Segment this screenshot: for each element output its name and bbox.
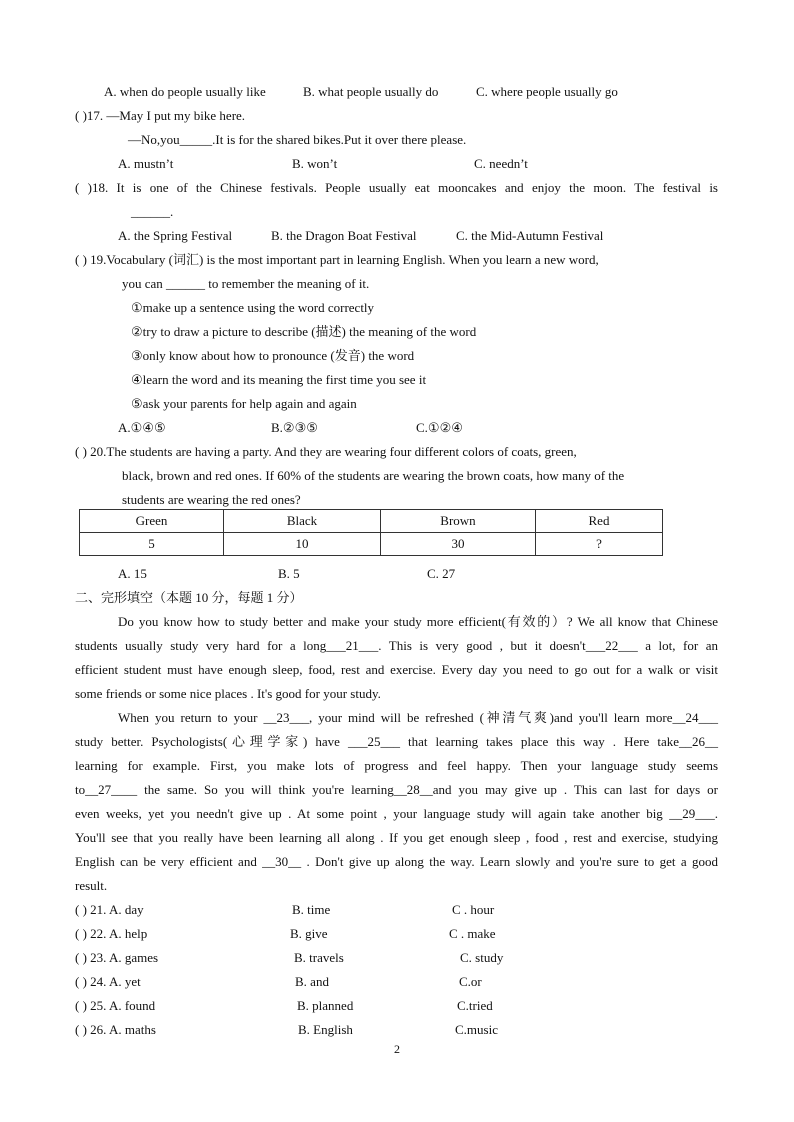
passage-line: efficient student must have enough sleep, food, rest and exercise. Every day you need to go out for a walk or visit xyxy=(75,662,718,677)
q18-option-a: A. the Spring Festival xyxy=(118,228,233,243)
q17-line2: —No,you_____.It is for the shared bikes.Put it over there please. xyxy=(128,132,467,147)
table-header-row xyxy=(80,510,663,533)
passage-line: to__27____ the same. So you will think you're learning__28__and you may give up . This can last for days or xyxy=(75,782,718,797)
cloze-q23-option-c: C. study xyxy=(460,950,504,965)
q20-option-b: B. 5 xyxy=(278,566,300,581)
passage-line: When you return to your __23___, your mind will be refreshed (神清气爽)and you'll learn more__24___ xyxy=(118,710,718,725)
cloze-q21-stem: ( ) 21. A. day xyxy=(75,902,144,917)
cloze-q24-stem: ( ) 24. A. yet xyxy=(75,974,141,989)
cloze-q25-stem: ( ) 25. A. found xyxy=(75,998,156,1013)
cloze-q24-option-c: C.or xyxy=(459,974,482,989)
cloze-q26-option-c: C.music xyxy=(455,1022,498,1037)
q17-option-a: A. mustn’t xyxy=(118,156,174,171)
table-row xyxy=(80,533,663,556)
passage-line: study better. Psychologists(心理学家) have ___25___ that learning takes place this way . Here take__26__ xyxy=(75,734,718,749)
q19-item: ②try to draw a picture to describe (描述) the meaning of the word xyxy=(131,324,477,339)
passage-line: Do you know how to study better and make your study more efficient(有效的）? We all know that Chinese xyxy=(118,614,718,629)
q20-stem: ( ) 20.The students are having a party. And they are wearing four different colors of coats, green, xyxy=(75,444,577,459)
table-header-cell: Black xyxy=(224,510,381,533)
q17-stem: ( )17. —May I put my bike here. xyxy=(75,108,246,123)
cloze-q24-option-b: B. and xyxy=(295,974,329,989)
q18-blank: ______. xyxy=(131,204,174,219)
q20-line2: black, brown and red ones. If 60% of the students are wearing the brown coats, how many of the xyxy=(122,468,625,483)
table-header-cell: Brown xyxy=(381,510,536,533)
table-cell: ? xyxy=(536,533,663,556)
q18-stem: ( )18. It is one of the Chinese festivals. People usually eat mooncakes and enjoy the moon. The festival is xyxy=(75,180,718,195)
cloze-q25-option-c: C.tried xyxy=(457,998,493,1013)
q20-color-table xyxy=(79,509,663,556)
q19-item: ③only know about how to pronounce (发音) the word xyxy=(131,348,415,363)
q19-option-c: C.①②④ xyxy=(416,420,463,435)
page-number: 2 xyxy=(394,1042,400,1056)
cloze-q23-option-b: B. travels xyxy=(294,950,344,965)
cloze-q25-option-b: B. planned xyxy=(297,998,354,1013)
cloze-q21-option-c: C . hour xyxy=(452,902,495,917)
table-cell: 10 xyxy=(224,533,381,556)
q19-option-a: A.①④⑤ xyxy=(118,420,166,435)
q19-stem: ( ) 19.Vocabulary (词汇) is the most important part in learning English. When you learn a new word, xyxy=(75,252,599,267)
q18-option-b: B. the Dragon Boat Festival xyxy=(271,228,417,243)
q17-option-b: B. won’t xyxy=(292,156,338,171)
q19-item: ④learn the word and its meaning the first time you see it xyxy=(131,372,427,387)
q18-option-c: C. the Mid-Autumn Festival xyxy=(456,228,604,243)
q19-option-b: B.②③⑤ xyxy=(271,420,318,435)
table-cell: 5 xyxy=(80,533,224,556)
q20-option-c: C. 27 xyxy=(427,566,456,581)
q20-option-a: A. 15 xyxy=(118,566,147,581)
passage-line: English can be very efficient and __30__ . Don't give up along the way. Learn slowly and you're sure to get a good xyxy=(75,854,718,869)
passage-line: even weeks, yet you needn't give up . At some point , your language study will again take another big __29___. xyxy=(75,806,718,821)
passage-line: some friends or some nice places . It's good for your study. xyxy=(75,686,381,701)
q19-item: ⑤ask your parents for help again and again xyxy=(131,396,357,411)
table-cell: 30 xyxy=(381,533,536,556)
q16-option-b: B. what people usually do xyxy=(303,84,439,99)
section-title: 二、完形填空（本题 10 分，每题 1 分） xyxy=(75,590,303,605)
table-header-cell: Green xyxy=(80,510,224,533)
passage-line: learning for example. First, you make lots of progress and feel happy. Then your language study seems xyxy=(75,758,718,773)
cloze-q26-stem: ( ) 26. A. maths xyxy=(75,1022,156,1037)
cloze-q23-stem: ( ) 23. A. games xyxy=(75,950,159,965)
q16-option-c: C. where people usually go xyxy=(476,84,618,99)
q19-item: ①make up a sentence using the word correctly xyxy=(131,300,375,315)
passage-line: result. xyxy=(75,878,108,893)
cloze-q21-option-b: B. time xyxy=(292,902,331,917)
q17-option-c: C. needn’t xyxy=(474,156,528,171)
table-header-cell: Red xyxy=(536,510,663,533)
q20-line3: students are wearing the red ones? xyxy=(122,492,301,507)
q16-option-a: A. when do people usually like xyxy=(104,84,266,99)
cloze-q22-stem: ( ) 22. A. help xyxy=(75,926,148,941)
q19-line2: you can ______ to remember the meaning of it. xyxy=(122,276,370,291)
passage-line: students usually study very hard for a long___21___. This is very good , but it doesn't___22___ a lot, for an xyxy=(75,638,718,653)
cloze-q22-option-b: B. give xyxy=(290,926,328,941)
cloze-q26-option-b: B. English xyxy=(298,1022,353,1037)
cloze-q22-option-c: C . make xyxy=(449,926,496,941)
passage-line: You'll see that you really have been learning all along . If you get enough sleep , food , rest and exercise, studying xyxy=(75,830,718,845)
